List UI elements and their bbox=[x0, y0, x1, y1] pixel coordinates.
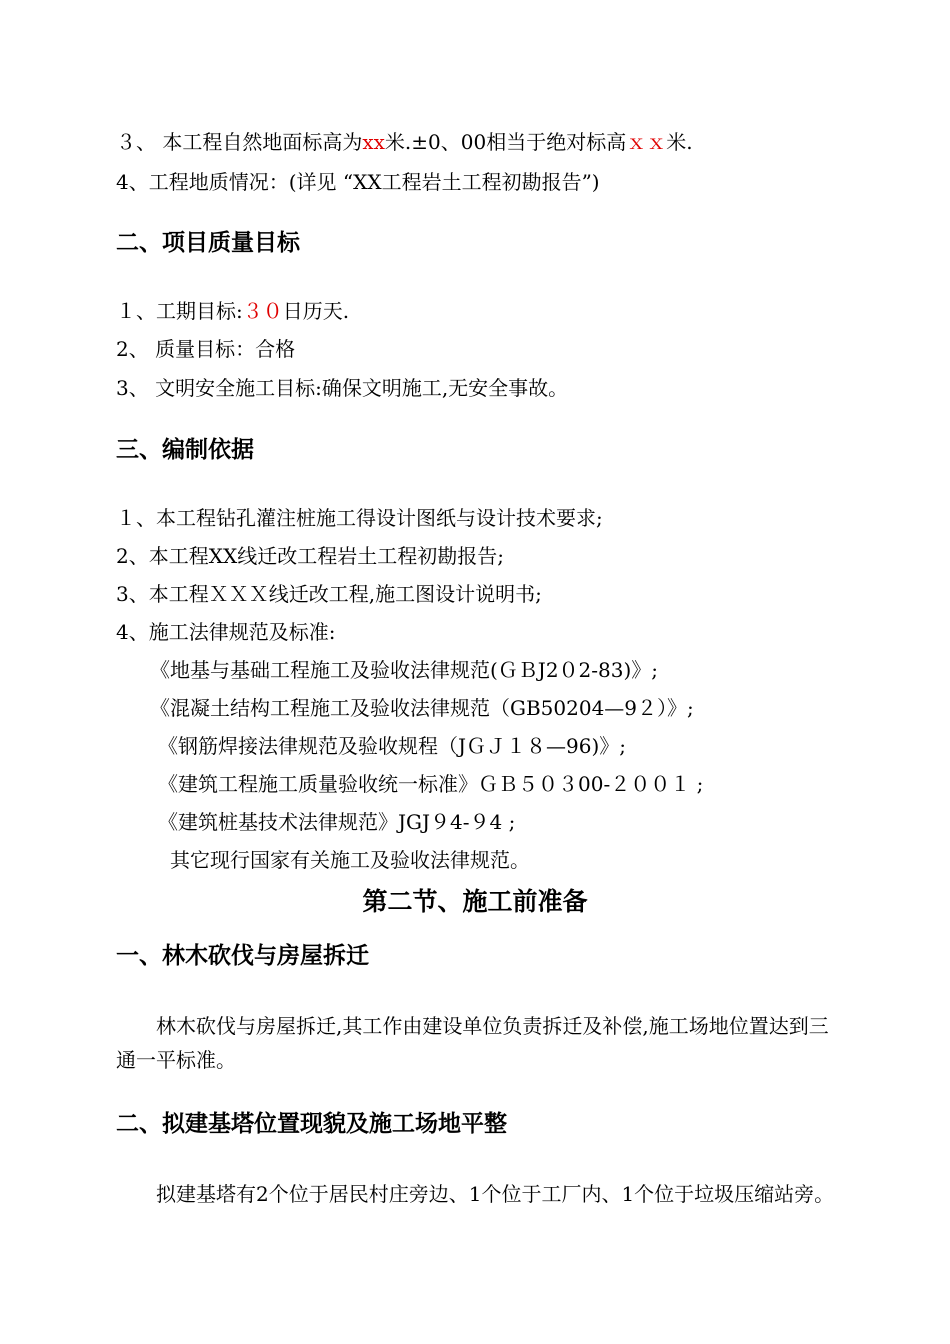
item-duration-goal bbox=[116, 297, 349, 325]
duration-value: ３０ bbox=[242, 299, 283, 323]
paragraph-site-leveling: 拟建基塔有2个位于居民村庄旁边、1个位于工厂内、1个位于垃圾压缩站旁。 bbox=[156, 1182, 835, 1206]
standard-item: 《地基与基础工程施工及验收法律规范(ＧＢJ2０2-83)》; bbox=[150, 658, 659, 682]
standard-item: 《建筑桩基技术法律规范》JGJ９4-９4 ; bbox=[158, 810, 516, 834]
standard-item: 其它现行国家有关施工及验收法律规范。 bbox=[170, 848, 530, 872]
heading-quality-goals: 二、项目质量目标 bbox=[116, 230, 300, 256]
heading-clearing: 一、林木砍伐与房屋拆迁 bbox=[116, 943, 369, 969]
item-geology: 4、工程地质情况：(详见 “XX工程岩土工程初勘报告”) bbox=[116, 170, 600, 194]
duration-label: １、工期目标: bbox=[116, 299, 243, 323]
elevation-placeholder-2: ｘｘ bbox=[626, 130, 667, 154]
heading-basis: 三、编制依据 bbox=[116, 437, 254, 463]
item-elevation bbox=[116, 128, 693, 156]
duration-unit: 日历天. bbox=[282, 299, 350, 323]
standard-item: 《钢筋焊接法律规范及验收规程（JＧＪ１８—96)》; bbox=[158, 734, 627, 758]
item-elevation-text-a: ３、 本工程自然地面标高为 bbox=[116, 130, 363, 154]
heading-site-leveling: 二、拟建基塔位置现貌及施工场地平整 bbox=[116, 1111, 507, 1137]
basis-item: 4、施工法律规范及标准: bbox=[116, 620, 336, 644]
elevation-placeholder-1: xx bbox=[362, 130, 385, 154]
standard-item: 《建筑工程施工质量验收统一标准》ＧＢ５０３00-２００１ ; bbox=[158, 772, 704, 796]
item-safety-goal: 3、 文明安全施工目标:确保文明施工,无安全事故。 bbox=[116, 376, 569, 400]
paragraph-clearing: 林木砍伐与房屋拆迁,其工作由建设单位负责拆迁及补偿,施工场地位置达到三通一平标准。 bbox=[116, 1014, 829, 1072]
item-quality-goal: 2、 质量目标：合格 bbox=[116, 337, 296, 361]
standard-item: 《混凝土结构工程施工及验收法律规范（GB50204—9２）》; bbox=[150, 696, 694, 720]
basis-item: 2、本工程XX线迁改工程岩土工程初勘报告; bbox=[116, 544, 504, 568]
basis-item: 3、本工程ＸＸＸ线迁改工程,施工图设计说明书; bbox=[116, 582, 542, 606]
section-title: 第二节、施工前准备 bbox=[362, 887, 588, 916]
item-elevation-text-c: 米. bbox=[666, 130, 693, 154]
basis-item: １、本工程钻孔灌注桩施工得设计图纸与设计技术要求; bbox=[116, 506, 603, 530]
item-elevation-text-b: 米.±0、00相当于绝对标高 bbox=[384, 130, 627, 154]
